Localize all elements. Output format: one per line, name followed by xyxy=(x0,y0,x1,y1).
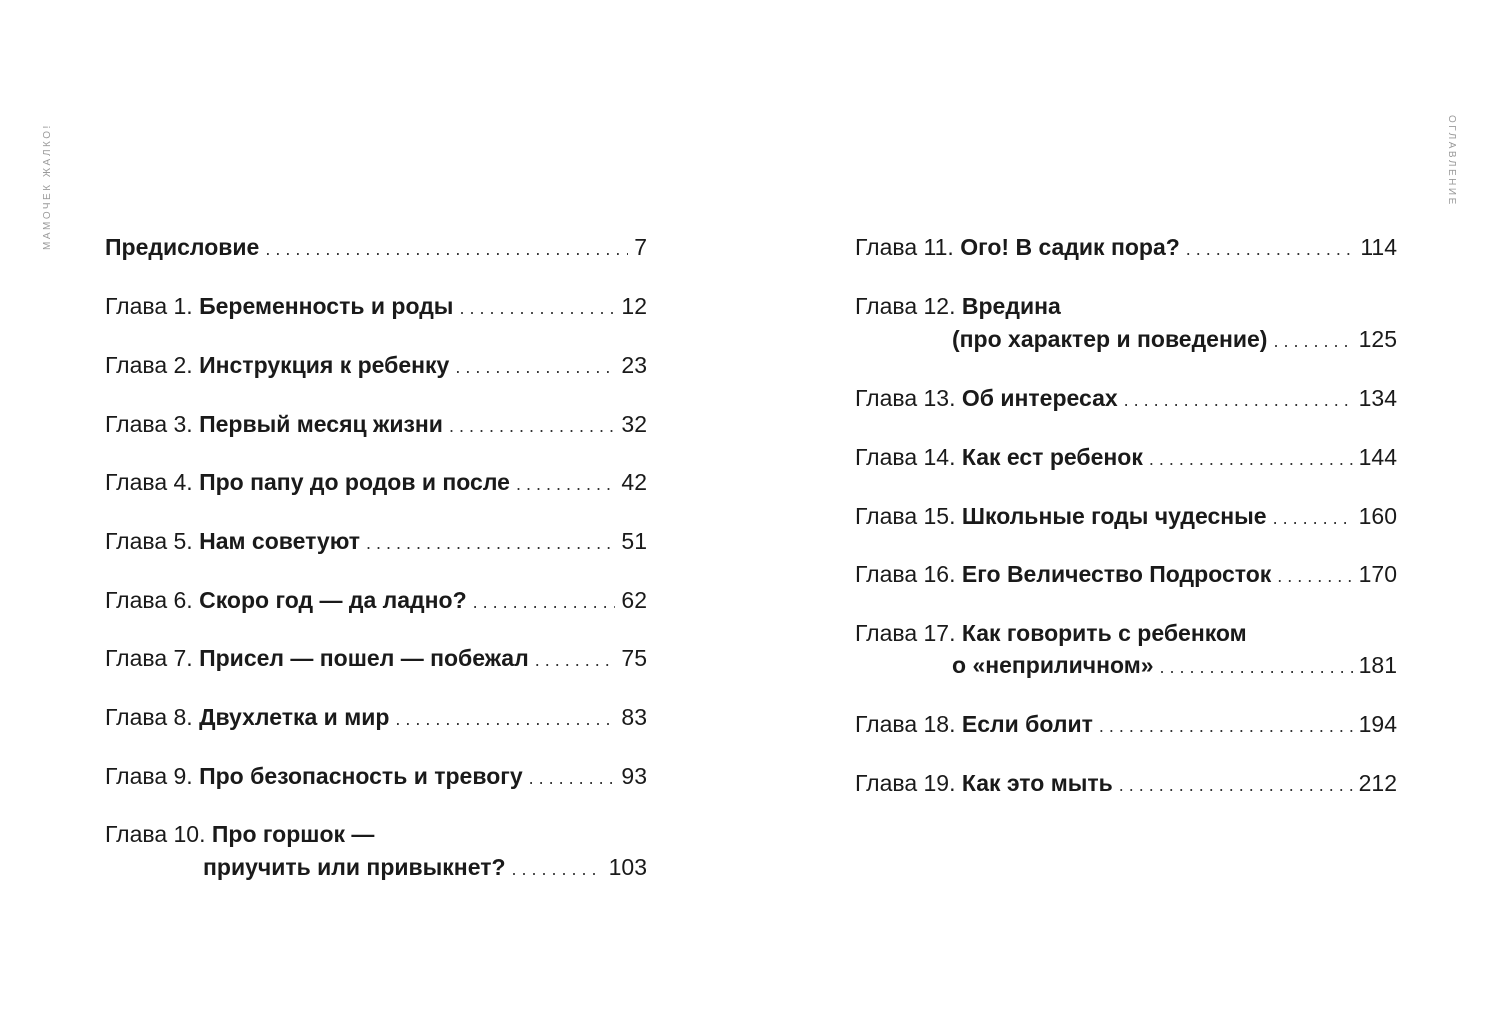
page-number: 194 xyxy=(1358,711,1397,737)
page-number: 114 xyxy=(1360,234,1397,260)
chapter-title: Двухлетка и мир xyxy=(199,704,390,730)
page-number: 160 xyxy=(1358,503,1397,529)
chapter-number: Глава 14. xyxy=(855,444,956,470)
page-number: 93 xyxy=(621,763,647,789)
chapter-number: Глава 18. xyxy=(855,711,956,737)
dot-leader xyxy=(1124,383,1353,417)
chapter-title: Присел — пошел — побежал xyxy=(199,645,529,671)
dot-leader xyxy=(455,350,615,384)
dot-leader xyxy=(1149,442,1353,476)
dot-leader xyxy=(1277,559,1352,593)
page-number: 144 xyxy=(1358,444,1397,470)
page-number: 23 xyxy=(621,352,647,378)
chapter-title: Как говорить с ребенком xyxy=(961,620,1247,646)
dot-leader xyxy=(459,291,615,325)
chapter-title: Вредина xyxy=(961,293,1061,319)
chapter-number: Глава 17. xyxy=(855,620,956,646)
page-number: 134 xyxy=(1358,385,1397,411)
chapter-title: Нам советуют xyxy=(199,528,361,554)
chapter-title: Как это мыть xyxy=(961,770,1113,796)
dot-leader xyxy=(366,526,615,560)
dot-leader xyxy=(449,409,615,443)
chapter-number: Глава 8. xyxy=(105,704,193,730)
page-number: 42 xyxy=(621,469,647,495)
chapter-title: Как ест ребенок xyxy=(961,444,1143,470)
dot-leader xyxy=(1273,324,1352,358)
dot-leader xyxy=(516,467,615,501)
page-number: 83 xyxy=(621,704,647,730)
chapter-title-continued: приучить или привыкнет? xyxy=(203,854,506,880)
chapter-number: Глава 11. xyxy=(855,234,954,260)
chapter-number: Глава 15. xyxy=(855,503,956,529)
chapter-title: Ого! В садик пора? xyxy=(960,234,1180,260)
chapter-number: Глава 9. xyxy=(105,763,193,789)
page-number: 51 xyxy=(621,528,647,554)
dot-leader xyxy=(1273,501,1353,535)
chapter-number: Глава 1. xyxy=(105,293,193,319)
page-number: 32 xyxy=(621,411,647,437)
chapter-title: Об интересах xyxy=(961,385,1118,411)
chapter-title-continued: (про характер и поведение) xyxy=(952,326,1268,352)
chapter-number: Глава 6. xyxy=(105,587,193,613)
dot-leader xyxy=(1119,768,1353,802)
dot-leader xyxy=(395,702,615,736)
chapter-title: Предисловие xyxy=(105,234,260,260)
page-number: 170 xyxy=(1358,561,1397,587)
chapter-title-continued: о «неприличном» xyxy=(952,652,1154,678)
running-head-section-title: ОГЛАВЛЕНИЕ xyxy=(1446,115,1457,207)
chapter-title: Про безопасность и тревогу xyxy=(199,763,523,789)
chapter-number: Глава 3. xyxy=(105,411,193,437)
chapter-number: Глава 16. xyxy=(855,561,956,587)
page-number: 212 xyxy=(1358,770,1397,796)
chapter-number: Глава 12. xyxy=(855,293,956,319)
page-number: 62 xyxy=(621,587,647,613)
chapter-title: Если болит xyxy=(961,711,1093,737)
chapter-title: Про горшок — xyxy=(211,821,375,847)
chapter-title: Про папу до родов и после xyxy=(199,469,510,495)
chapter-title: Его Величество Подросток xyxy=(961,561,1272,587)
page-number: 75 xyxy=(621,645,647,671)
chapter-number: Глава 10. xyxy=(105,821,206,847)
chapter-title: Школьные годы чудесные xyxy=(961,503,1267,529)
dot-leader xyxy=(1099,709,1353,743)
chapter-number: Глава 7. xyxy=(105,645,193,671)
dot-leader xyxy=(529,761,616,795)
page-number: 103 xyxy=(608,854,647,880)
chapter-title: Инструкция к ребенку xyxy=(199,352,450,378)
page-number: 12 xyxy=(621,293,647,319)
page-number: 7 xyxy=(634,234,647,260)
chapter-number: Глава 5. xyxy=(105,528,193,554)
dot-leader xyxy=(1160,650,1353,684)
dot-leader xyxy=(265,232,628,266)
chapter-title: Первый месяц жизни xyxy=(199,411,443,437)
dot-leader xyxy=(1186,232,1355,266)
chapter-number: Глава 13. xyxy=(855,385,956,411)
running-head-book-title: МАМОЧЕК ЖАЛКО! xyxy=(42,123,53,250)
dot-leader xyxy=(535,643,616,677)
page-number: 181 xyxy=(1358,652,1397,678)
chapter-number: Глава 4. xyxy=(105,469,193,495)
dot-leader xyxy=(512,852,603,886)
chapter-number: Глава 19. xyxy=(855,770,956,796)
chapter-title: Скоро год — да ладно? xyxy=(199,587,467,613)
page-number: 125 xyxy=(1358,326,1397,352)
dot-leader xyxy=(473,585,616,619)
chapter-number: Глава 2. xyxy=(105,352,193,378)
chapter-title: Беременность и роды xyxy=(199,293,454,319)
